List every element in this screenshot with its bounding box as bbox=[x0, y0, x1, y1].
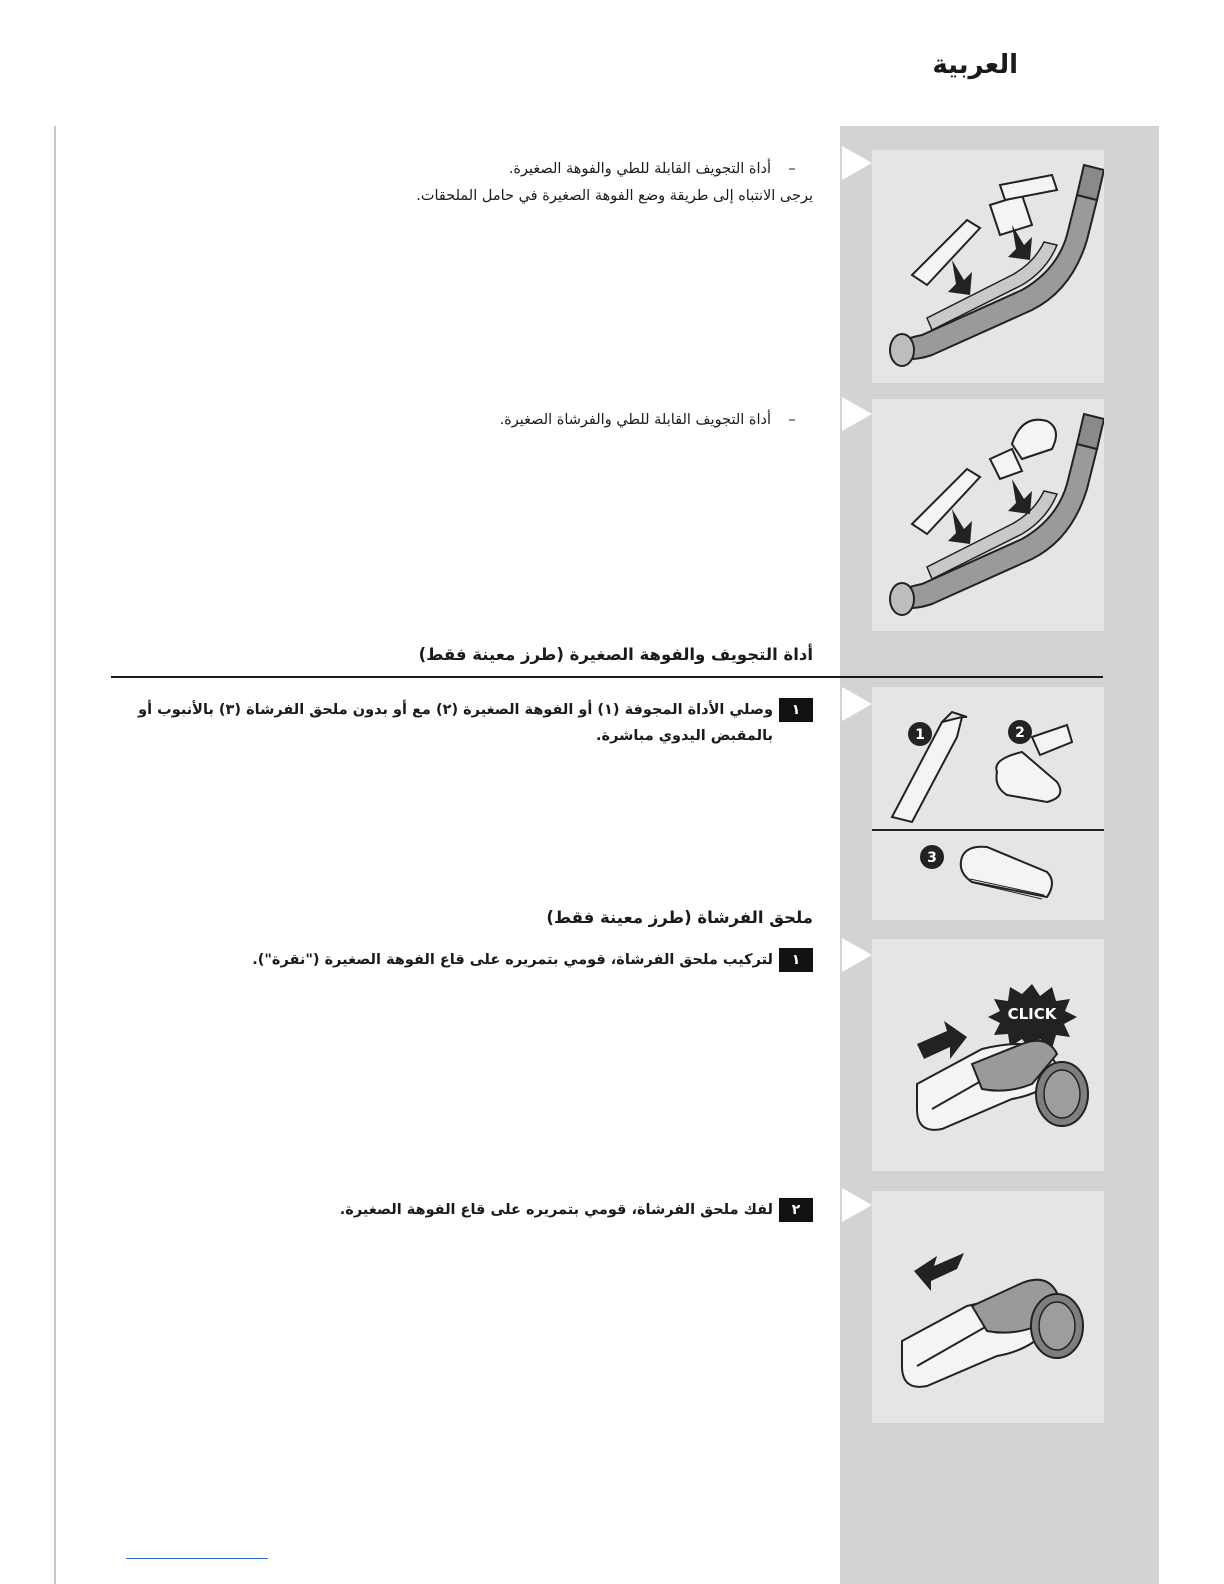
arrow-down-icon bbox=[1008, 479, 1032, 514]
figure-accessory-holder-brush bbox=[872, 399, 1104, 631]
figure-attach-brush bbox=[872, 939, 1104, 1171]
step-number: ٢ bbox=[779, 1198, 813, 1222]
step-text-cont: بالمقبض اليدوي مباشرة. bbox=[596, 728, 773, 744]
item-note: يرجى الانتباه إلى طريقة وضع الفوهة الصغيرة في حامل الملحقات. bbox=[416, 188, 813, 204]
left-margin-rule bbox=[54, 126, 56, 1584]
accessories-illustration bbox=[872, 687, 1104, 920]
arrow-right-icon bbox=[917, 1021, 967, 1059]
section-heading-brush: ملحق الفرشاة (طرز معينة فقط) bbox=[546, 908, 813, 927]
step-text: لفك ملحق الفرشاة، قومي بتمريره على قاع الفوهة الصغيرة. bbox=[339, 1202, 773, 1218]
arrow-down-icon bbox=[948, 509, 972, 544]
section-heading-crevice: أداة التجويف والفوهة الصغيرة (طرز معينة فقط) bbox=[418, 645, 813, 664]
figure-pointer bbox=[842, 687, 872, 721]
holder-brush-illustration bbox=[872, 399, 1104, 631]
step-text: وصلي الأداة المجوفة (١) أو الفوهة الصغيرة (٢) مع أو بدون ملحق الفرشاة (٣) بالأنبوب أو bbox=[138, 702, 773, 718]
footer-link-underline bbox=[126, 1558, 268, 1559]
callout-3-label: 3 bbox=[927, 850, 937, 866]
figure-accessories-overview bbox=[872, 687, 1104, 920]
click-label: CLICK bbox=[1007, 1005, 1057, 1023]
item-text: أداة التجويف القابلة للطي والفرشاة الصغيرة. bbox=[499, 412, 771, 428]
detach-brush-illustration bbox=[872, 1191, 1104, 1423]
item-foldable-crevice-nozzle bbox=[113, 156, 813, 210]
arrow-down-icon bbox=[948, 260, 972, 295]
step-connect bbox=[113, 697, 813, 749]
callout-2-label: 2 bbox=[1015, 725, 1025, 741]
step-number: ١ bbox=[779, 698, 813, 722]
figure-pointer bbox=[842, 397, 872, 431]
step-attach-brush bbox=[113, 947, 813, 973]
page-title: العربية bbox=[932, 50, 1018, 80]
figure-detach-brush bbox=[872, 1191, 1104, 1423]
figure-pointer bbox=[842, 938, 872, 972]
heading-rule bbox=[111, 676, 1103, 678]
bullet-dash: – bbox=[788, 412, 796, 428]
step-text: لتركيب ملحق الفرشاة، قومي بتمريره على قاع الفوهة الصغيرة ("نقرة"). bbox=[252, 952, 773, 968]
item-foldable-crevice-brush bbox=[113, 407, 813, 434]
figure-pointer bbox=[842, 1188, 872, 1222]
step-detach-brush bbox=[113, 1197, 813, 1223]
attach-brush-illustration bbox=[872, 939, 1104, 1171]
arrow-left-icon bbox=[914, 1253, 964, 1291]
figure-pointer bbox=[842, 146, 872, 180]
callout-1-label: 1 bbox=[915, 727, 925, 743]
bullet-dash: – bbox=[788, 161, 796, 177]
holder-nozzle-illustration bbox=[872, 150, 1104, 383]
figure-accessory-holder-nozzle bbox=[872, 150, 1104, 383]
item-text: أداة التجويف القابلة للطي والفوهة الصغيرة. bbox=[508, 161, 771, 177]
step-number: ١ bbox=[779, 948, 813, 972]
